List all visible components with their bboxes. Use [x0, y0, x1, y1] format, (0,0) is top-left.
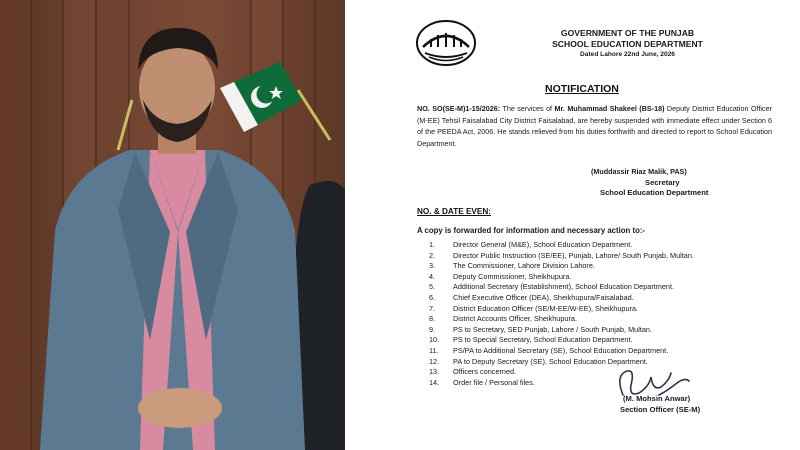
list-item-text: PS to Special Secretary, School Education Department. — [453, 335, 633, 345]
list-item-text: Officers concerned. — [453, 367, 517, 377]
secretary-department: School Education Department — [600, 188, 709, 197]
list-item-number: 13. — [429, 367, 440, 377]
header-date: Dated Lahore 22nd June, 2026 — [580, 51, 675, 58]
list-item — [429, 272, 694, 283]
list-item-number: 9. — [429, 324, 436, 334]
list-item — [429, 251, 694, 262]
list-item-number: 5. — [429, 282, 436, 292]
list-item-number: 1. — [429, 240, 436, 249]
list-item — [429, 240, 694, 251]
list-item-text: PA to Deputy Secretary (SE), School Education Department. — [453, 356, 648, 366]
list-item-text: Additional Secretary (Establishment), School Education Department. — [453, 282, 675, 292]
notification-text-b: Deputy District Education Officer (M-EE) Tehsil Faisalabad City District Faisalabad, are hereby suspended with immediate effect under Section 6 of the PEEDA Act, 2006. He stands relieved from his duties forthwith and directed to report to School Education Department. — [417, 104, 772, 148]
list-item-number: 10. — [429, 335, 440, 345]
list-item-number: 11. — [429, 345, 439, 355]
section-officer-name: (M. Mohsin Anwar) — [623, 394, 691, 403]
secretary-name: (Muddassir Riaz Malik, PAS) — [591, 167, 687, 176]
list-item-text: Deputy Commissioner, Sheikhupura. — [453, 271, 572, 281]
officer-photo — [0, 0, 345, 450]
list-item-text: PS/PA to Additional Secretary (SE), School Education Department. — [453, 345, 669, 355]
list-item — [429, 261, 694, 272]
list-item — [429, 346, 694, 357]
list-item-text: Chief Executive Officer (DEA), Sheikhupura/Faisalabad. — [453, 292, 634, 302]
list-item-text: Director General (M&E), School Education Department. — [453, 240, 633, 249]
list-item-number: 12. — [429, 356, 440, 366]
list-item — [429, 282, 694, 293]
list-item — [429, 314, 694, 325]
list-item-text: Director Public Instruction (SE/EE), Punjab, Lahore/ South Punjab, Multan. — [453, 250, 694, 260]
notification-document — [345, 0, 800, 450]
punjab-government-emblem-icon — [415, 17, 477, 67]
notification-body — [417, 103, 772, 149]
header-department: SCHOOL EDUCATION DEPARTMENT — [552, 39, 703, 49]
list-item-text: PS to Secretary, SED Punjab, Lahore / South Punjab, Multan. — [453, 324, 653, 334]
list-item — [429, 335, 694, 346]
list-item-number: 6. — [429, 292, 436, 302]
list-item-number: 2. — [429, 250, 436, 260]
list-item — [429, 304, 694, 315]
secretary-designation: Secretary — [645, 178, 680, 187]
list-item-text: District Education Officer (SE/M-EE/W-EE), Sheikhupura. — [453, 303, 639, 313]
notification-title: NOTIFICATION — [545, 83, 619, 95]
list-item-text: District Accounts Officer, Sheikhupura. — [453, 314, 577, 324]
officer-name: Mr. Muhammad Shakeel (BS-18) — [554, 104, 665, 113]
reference-number-date: NO. & DATE EVEN: — [417, 207, 491, 216]
photo-illustration — [0, 0, 345, 450]
list-item-number: 8. — [429, 314, 436, 324]
notification-number: NO. SO(SE-M)1-15/2026: — [417, 104, 501, 113]
list-item-text: Order file / Personal files. — [453, 377, 535, 387]
notification-text-a: The services of — [500, 104, 555, 113]
list-item — [429, 325, 694, 336]
list-item — [429, 293, 694, 304]
section-officer-designation: Section Officer (SE-M) — [620, 405, 701, 414]
list-item-number: 14. — [429, 377, 440, 387]
list-item-text: The Commissioner, Lahore Division Lahore. — [453, 261, 595, 271]
list-item-number: 7. — [429, 303, 436, 313]
list-item-number: 4. — [429, 271, 436, 281]
header-government: GOVERNMENT OF THE PUNJAB — [560, 28, 695, 38]
list-item-number: 3. — [429, 261, 436, 271]
forwarding-intro: A copy is forwarded for information and necessary action to:- — [417, 226, 646, 235]
